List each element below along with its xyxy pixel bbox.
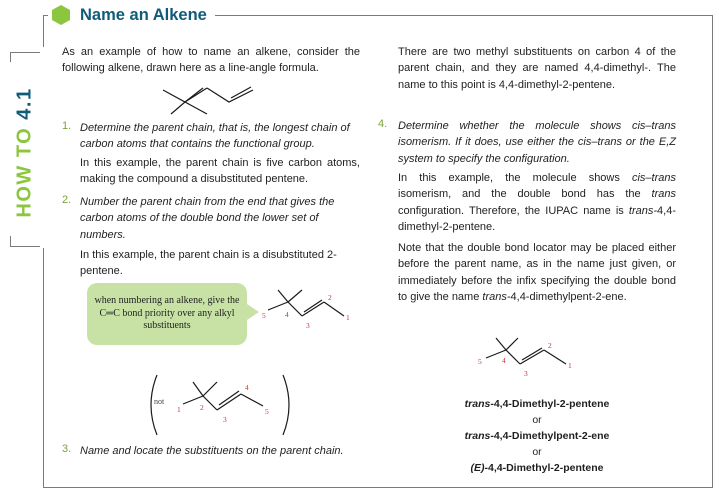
step-2-body: In this example, the parent chain is a disubstituted 2-pentene.	[80, 249, 337, 278]
step-1-number: 1.	[62, 120, 72, 132]
intro-paragraph: As an example of how to name an alkene, consider the following alkene, drawn here as a line-angle formula.	[62, 46, 360, 75]
callout-note: when numbering an alkene, give the C═C bond priority over any alkyl substituents	[87, 283, 247, 345]
svg-text:1: 1	[177, 405, 181, 414]
svg-text:3: 3	[223, 415, 227, 424]
frame-left-rule-upper	[43, 15, 44, 47]
step-3-number: 3.	[62, 443, 72, 455]
step-1-title: Determine the parent chain, that is, the longest chain of carbon atoms that contains the functional group.	[80, 122, 350, 151]
page-title: Name an Alkene	[80, 5, 207, 24]
or-separator-1: or	[532, 414, 542, 426]
molecule-numbered-correct	[258, 288, 358, 338]
svg-text:2: 2	[328, 293, 332, 302]
note-paragraph: Note that the double bond locator may be placed either before the parent name, as in the name just given, or immediately before the infix specifying the double bond to give the name trans-4,4-dimethylpent-2-ene.	[398, 242, 676, 303]
molecule-final	[476, 336, 586, 380]
svg-text:3: 3	[306, 321, 310, 330]
frame-bottom-rule	[43, 487, 713, 488]
hexagon-icon	[50, 4, 72, 26]
molecule-line-angle	[155, 80, 265, 116]
svg-text:1: 1	[346, 313, 350, 322]
section-header	[48, 3, 215, 27]
svg-text:5: 5	[478, 357, 482, 366]
step-2-number: 2.	[62, 194, 72, 206]
svg-text:2: 2	[548, 341, 552, 350]
svg-text:1: 1	[568, 361, 572, 370]
step-2-title: Number the parent chain from the end that gives the carbon atoms of the double bond the lower set of numbers.	[80, 196, 335, 241]
svg-text:4: 4	[245, 383, 249, 392]
frame-left-rule-lower	[43, 248, 44, 488]
right-paragraph-1: There are two methyl substituents on carbon 4 of the parent chain, and they are named 4,4-dimethyl-. The name to this point is 4,4-dimethyl-2-pentene.	[398, 46, 676, 91]
name-option-1: trans-4,4-Dimethyl-2-pentene	[464, 398, 610, 410]
svg-text:4: 4	[285, 310, 289, 319]
step-4-title: Determine whether the molecule shows cis–trans isomerism. If it does, use either the cis–trans or the E,Z system to specify the configuration.	[398, 120, 676, 165]
svg-text:5: 5	[265, 407, 269, 416]
step-1-body: In this example, the parent chain is five carbon atoms, making the compound a disubstituted pentene.	[80, 157, 360, 186]
name-option-2: trans-4,4-Dimethylpent-2-ene	[464, 430, 610, 442]
frame-right-rule	[712, 15, 713, 488]
svg-text:not: not	[154, 397, 165, 406]
svg-text:4: 4	[502, 356, 506, 365]
or-separator-2: or	[532, 446, 542, 458]
side-label: HOW TO 4.1	[13, 86, 36, 218]
molecule-numbered-wrong	[145, 370, 295, 440]
svg-text:5: 5	[262, 311, 266, 320]
svg-text:3: 3	[524, 369, 528, 378]
step-4-number: 4.	[378, 118, 388, 130]
svg-text:2: 2	[200, 403, 204, 412]
side-tab	[8, 52, 38, 247]
step-4-body: In this example, the molecule shows cis–trans isomerism, and the double bond has the trans configuration. Therefore, the IUPAC name is trans-4,4-dimethyl-2-pentene.	[398, 172, 676, 233]
step-3-title: Name and locate the substituents on the parent chain.	[80, 445, 344, 457]
name-option-3: (E)-4,4-Dimethyl-2-pentene	[470, 462, 604, 474]
